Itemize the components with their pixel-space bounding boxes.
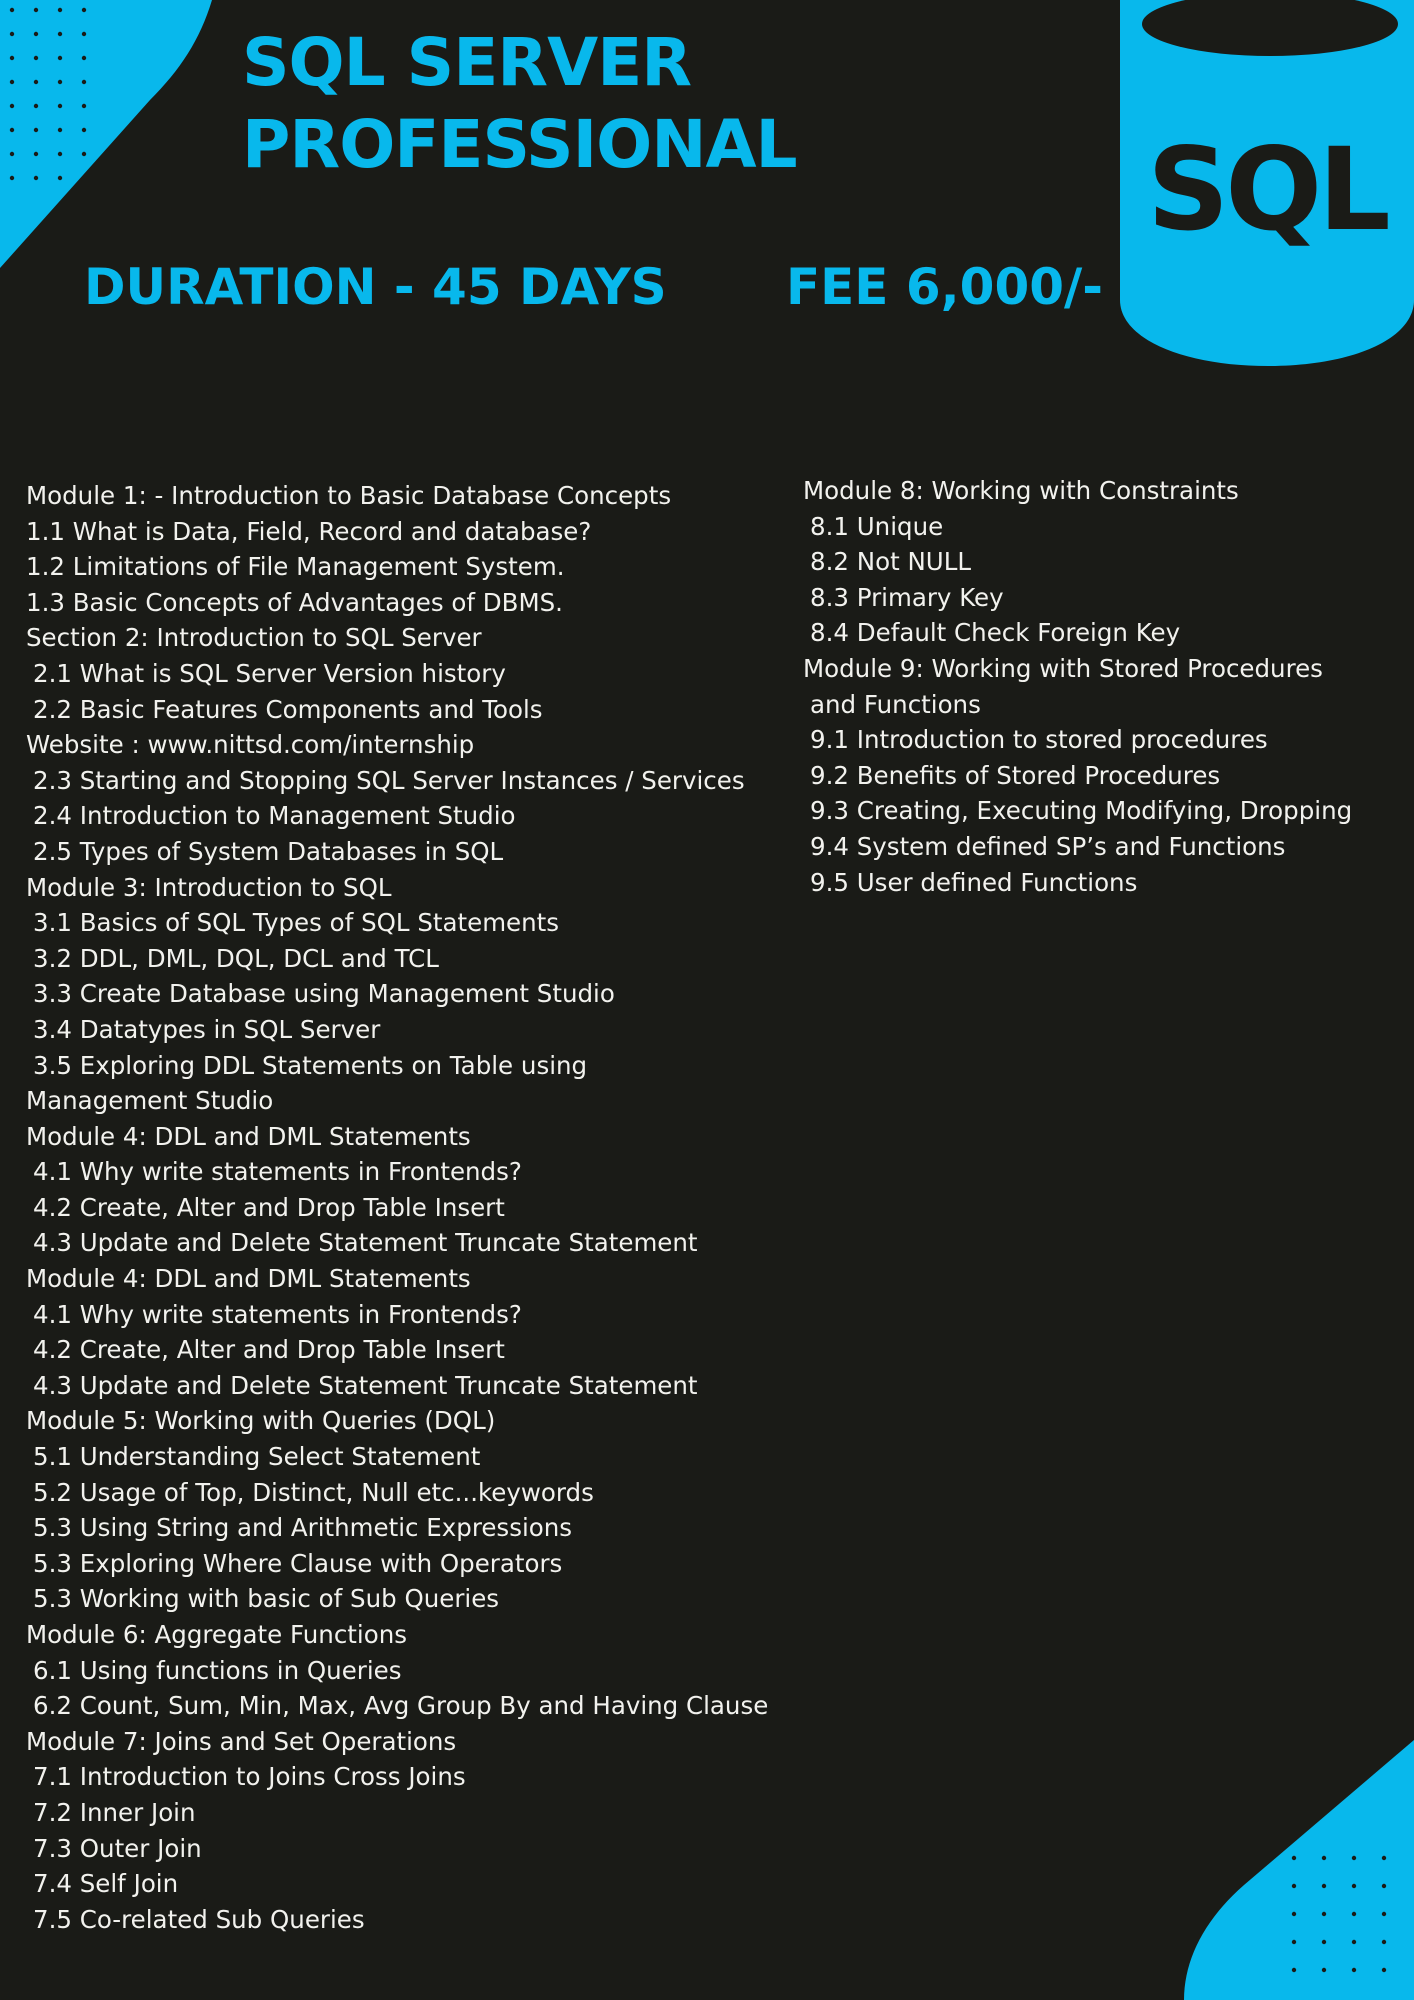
title-line-2: PROFESSIONAL bbox=[242, 106, 797, 183]
poster-title bbox=[242, 22, 797, 186]
syllabus-left-column bbox=[26, 478, 806, 1937]
syllabus-item: 6.1 Using functions in Queries bbox=[33, 1655, 402, 1685]
syllabus-item: 7.5 Co-related Sub Queries bbox=[33, 1904, 365, 1934]
syllabus-item: 9.4 System defined SP’s and Functions bbox=[810, 831, 1286, 861]
syllabus-item: Module 5: Working with Queries (DQL) bbox=[26, 1406, 496, 1436]
sql-logo-text: SQL bbox=[1147, 123, 1387, 256]
corner-decoration-top-left bbox=[0, 0, 240, 280]
syllabus-item: 8.1 Unique bbox=[810, 511, 944, 541]
syllabus-item: 4.3 Update and Delete Statement Truncate Statement bbox=[33, 1228, 698, 1258]
syllabus-item: Management Studio bbox=[26, 1086, 274, 1116]
course-duration: DURATION - 45 DAYS bbox=[84, 258, 667, 316]
syllabus-item: 7.2 Inner Join bbox=[33, 1797, 196, 1827]
course-fee: FEE 6,000/- bbox=[786, 258, 1104, 316]
syllabus-item: 7.3 Outer Join bbox=[33, 1833, 202, 1863]
syllabus-item: 8.2 Not NULL bbox=[810, 547, 972, 577]
syllabus-item: 5.1 Understanding Select Statement bbox=[33, 1442, 481, 1472]
syllabus-item: 8.3 Primary Key bbox=[810, 582, 1004, 612]
syllabus-item: 9.3 Creating, Executing Modifying, Dropping bbox=[810, 796, 1353, 826]
syllabus-item: 4.2 Create, Alter and Drop Table Insert bbox=[33, 1192, 505, 1222]
syllabus-right-column bbox=[803, 473, 1403, 900]
syllabus-item: 3.1 Basics of SQL Types of SQL Statements bbox=[33, 908, 560, 938]
syllabus-item: 3.2 DDL, DML, DQL, DCL and TCL bbox=[33, 943, 439, 973]
syllabus-item: Module 9: Working with Stored Procedures bbox=[803, 653, 1323, 683]
syllabus-item: 1.1 What is Data, Field, Record and database? bbox=[26, 516, 592, 546]
syllabus-item: 7.4 Self Join bbox=[33, 1869, 179, 1899]
syllabus-item: 9.5 User defined Functions bbox=[810, 867, 1138, 897]
syllabus-item: 4.3 Update and Delete Statement Truncate Statement bbox=[33, 1370, 698, 1400]
syllabus-item: Module 7: Joins and Set Operations bbox=[26, 1726, 457, 1756]
syllabus-item: 5.3 Working with basic of Sub Queries bbox=[33, 1584, 500, 1614]
corner-decoration-bottom-right bbox=[1184, 1740, 1414, 2000]
syllabus-item: 5.3 Using String and Arithmetic Expressions bbox=[33, 1513, 573, 1543]
syllabus-item: 3.5 Exploring DDL Statements on Table using bbox=[33, 1050, 588, 1080]
syllabus-item: 2.5 Types of System Databases in SQL bbox=[33, 836, 504, 866]
syllabus-item: 1.2 Limitations of File Management System. bbox=[26, 552, 565, 582]
syllabus-item: Module 6: Aggregate Functions bbox=[26, 1620, 407, 1649]
syllabus-item: 2.3 Starting and Stopping SQL Server Instances / Services bbox=[33, 765, 745, 795]
syllabus-item: 4.2 Create, Alter and Drop Table Insert bbox=[33, 1335, 505, 1365]
syllabus-item: 9.2 Benefits of Stored Procedures bbox=[810, 760, 1221, 790]
syllabus-item: 9.1 Introduction to stored procedures bbox=[810, 725, 1268, 755]
syllabus-item: 4.1 Why write statements in Frontends? bbox=[33, 1157, 522, 1187]
syllabus-item: 2.2 Basic Features Components and Tools bbox=[33, 694, 543, 724]
syllabus-item: 3.3 Create Database using Management Studio bbox=[33, 979, 615, 1009]
syllabus-item: 6.2 Count, Sum, Min, Max, Avg Group By and Having Clause bbox=[33, 1691, 769, 1721]
syllabus-item: 8.4 Default Check Foreign Key bbox=[810, 618, 1181, 648]
syllabus-item: 5.3 Exploring Where Clause with Operators bbox=[33, 1548, 563, 1578]
syllabus-item: Module 8: Working with Constraints bbox=[803, 476, 1239, 505]
syllabus-item: 4.1 Why write statements in Frontends? bbox=[33, 1299, 522, 1329]
syllabus-item: 5.2 Usage of Top, Distinct, Null etc...keywords bbox=[33, 1477, 594, 1507]
syllabus-item: and Functions bbox=[810, 689, 981, 719]
syllabus-item: Module 1: - Introduction to Basic Database Concepts bbox=[26, 481, 672, 510]
syllabus-item: Module 4: DDL and DML Statements bbox=[26, 1264, 471, 1294]
syllabus-item: Module 4: DDL and DML Statements bbox=[26, 1121, 471, 1151]
title-line-1: SQL SERVER bbox=[242, 24, 692, 101]
syllabus-item: 2.1 What is SQL Server Version history bbox=[33, 658, 506, 688]
syllabus-item: 7.1 Introduction to Joins Cross Joins bbox=[33, 1762, 466, 1792]
syllabus-item: Module 3: Introduction to SQL bbox=[26, 872, 392, 902]
website-line: Website : www.nittsd.com/internship bbox=[26, 730, 475, 760]
syllabus-item: 2.4 Introduction to Management Studio bbox=[33, 801, 516, 831]
syllabus-item: 3.4 Datatypes in SQL Server bbox=[33, 1014, 381, 1044]
syllabus-item: 1.3 Basic Concepts of Advantages of DBMS. bbox=[26, 587, 563, 617]
syllabus-item: Section 2: Introduction to SQL Server bbox=[26, 623, 482, 653]
